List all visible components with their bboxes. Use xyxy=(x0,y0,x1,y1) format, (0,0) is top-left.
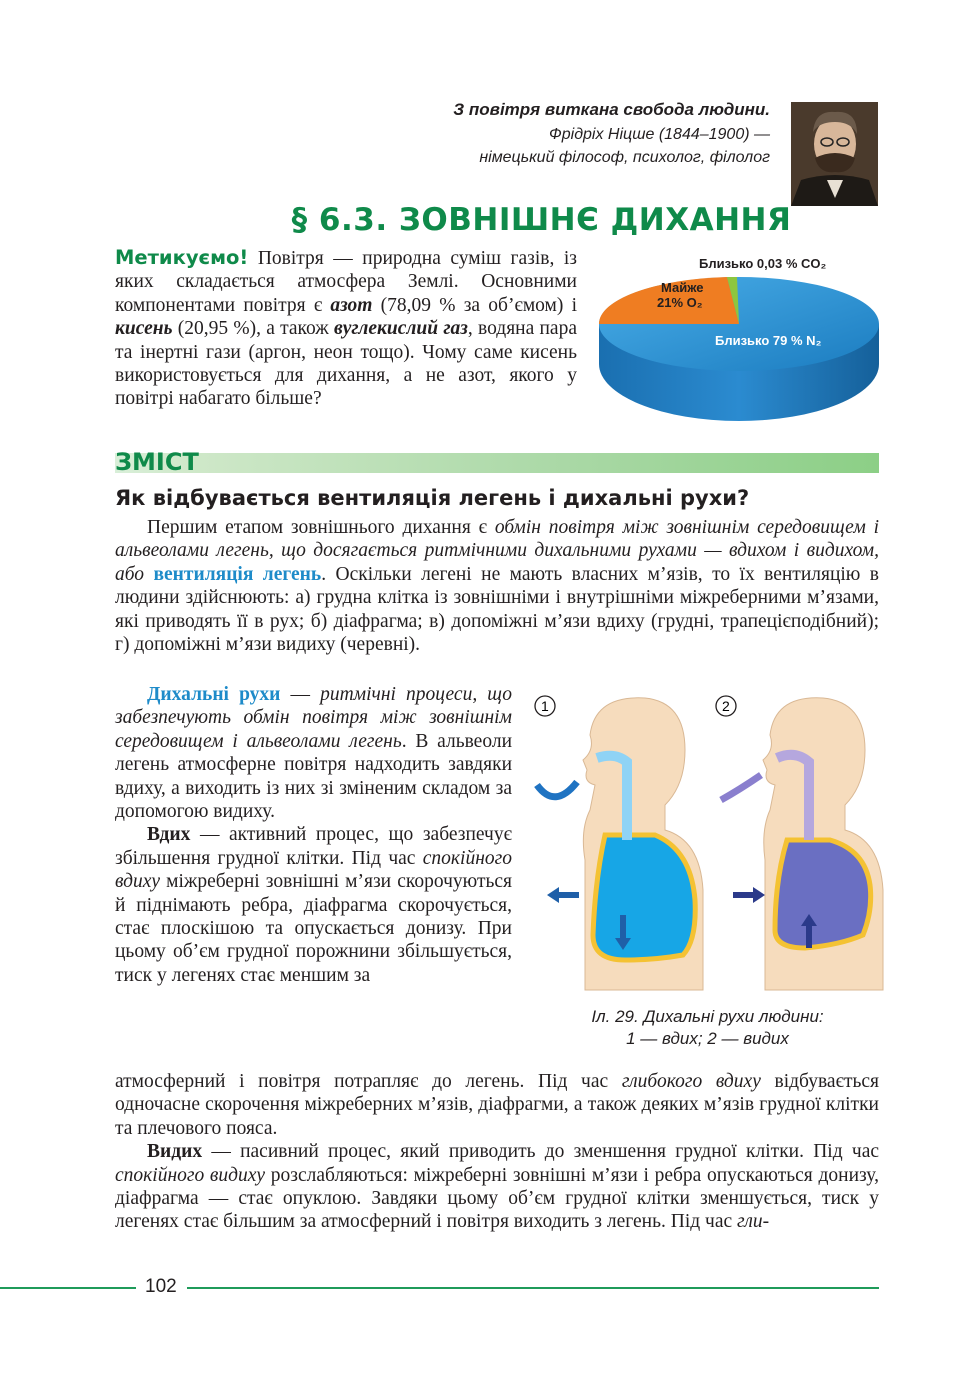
paragraph-ventilation xyxy=(115,516,879,656)
text: атмосферний і повітря потрапляє до легень. Під час xyxy=(115,1071,622,1092)
italic-text: глибокого вдиху xyxy=(621,1071,761,1092)
caption-line-2: 1 — вдих; 2 — видих xyxy=(626,1029,789,1048)
text: — активний процес, що забезпечує збільшення грудної клітки. Під час xyxy=(115,824,512,869)
portrait-image xyxy=(791,102,878,206)
breathing-illustration xyxy=(525,690,885,995)
paragraph-column xyxy=(115,683,512,987)
text: розслабляються: міжреберні зовнішні м’язи і ребра опускаються донизу, діафрагма — стає опуклою. Завдяки цьому об’єм грудної клітки зменшується, тиск у легенях стає більшим за атмосферний і повітря виходить з легень. Під час xyxy=(115,1164,879,1233)
text: Першим етапом зовнішнього дихання є xyxy=(147,517,495,538)
term-exhale: Видих xyxy=(147,1141,203,1163)
section-bar xyxy=(115,453,879,473)
italic-text: спокійного видиху xyxy=(115,1164,266,1186)
italic-text: ритмічні процеси, що забезпечують обмін повітря між зовнішнім середовищем і альвеолами легень xyxy=(115,684,512,752)
pie-label-n2: Близько 79 % N₂ xyxy=(715,333,822,348)
footer-rule-right xyxy=(187,1287,879,1289)
intro-term-co2: вуглекислий газ xyxy=(334,318,468,340)
pie-label-co2: Близько 0,03 % CO₂ xyxy=(699,256,827,271)
pie-label-o2-line2: 21% O₂ xyxy=(657,295,703,310)
subheading: Як відбувається вентиляція легень і дихальні рухи? xyxy=(115,486,750,510)
paragraph-inhale xyxy=(115,823,512,987)
text: відбувається одночасне скорочення міжреберних м’язів, діафрагми, а також деяких м’язів грудної клітки та плечового пояса. xyxy=(115,1071,879,1139)
text: міжреберні зовнішні м’язи скорочуються й піднімають ребра, діафрагма скорочується, стає плоскішою та опускається донизу. При цьому об’єм грудної порожнини збільшується, тиск у легенях стає меншим за xyxy=(115,871,512,986)
italic-text: обмін повітря між зовнішнім середовищем і альвеолами легень, що досягається ритмічними дихальними рухами — вдихом і видихом, або xyxy=(115,517,879,585)
intro-paragraph xyxy=(115,246,577,411)
contents-heading: ЗМІСТ xyxy=(115,448,199,476)
paragraph-breathing-movements xyxy=(115,683,512,823)
intro-text: (20,95 %), а також xyxy=(172,318,335,340)
paragraph-full-width xyxy=(115,1070,879,1234)
arrow-exhale xyxy=(721,775,761,800)
intro-text: , водяна пара та інертні гази (аргон, неон тощо). Чому саме кисень використовується для дихання, а не азот, якого у повітрі набагато більше? xyxy=(115,318,577,410)
intro-text: (78,09 % за об’ємом) і xyxy=(372,294,578,316)
figure-number-2: 2 xyxy=(722,698,730,714)
intro-lead: Метикуємо! xyxy=(115,246,249,269)
epigraph-role: німецький філософ, психолог, філолог xyxy=(479,149,770,166)
italic-text: гли- xyxy=(737,1211,770,1233)
intro-term-oxygen: кисень xyxy=(115,318,173,340)
lungs-inhale xyxy=(593,835,695,960)
pie-label-o2-line1: Майже xyxy=(661,280,704,295)
text: . Оскільки легені не мають власних м’язів, то їх вентиляцію в людини здійснюють: а) грудна клітка із зовнішніми і внутрішніми міжреберними м’язами, які приводять її в рух; б) діафрагма; в) допоміжні м’язи вдиху (грудні, трапецієподібний); г) допоміжні м’язи видиху (черевні). xyxy=(115,563,879,656)
section-title: § 6.3. ЗОВНІШНЄ ДИХАННЯ xyxy=(291,202,792,238)
footer-rule-left xyxy=(0,1287,136,1289)
arrow-head-left xyxy=(547,887,559,903)
epigraph-author: Фрідріх Ніцше (1844–1900) — xyxy=(549,126,770,143)
term-lung-ventilation: вентиляція легень xyxy=(153,563,322,585)
figure-number-1: 1 xyxy=(541,698,549,714)
epigraph-quote: З повітря виткана свобода людини. xyxy=(453,100,770,119)
caption-line-1: Іл. 29. Дихальні рухи людини: xyxy=(591,1007,824,1026)
figure-caption xyxy=(525,1006,890,1050)
text: — xyxy=(280,684,321,705)
term-inhale: Вдих xyxy=(147,824,191,846)
page-number: 102 xyxy=(145,1276,177,1297)
intro-term-nitrogen: азот xyxy=(330,294,373,316)
lungs-exhale xyxy=(775,840,871,948)
paragraph-exhale xyxy=(115,1140,879,1234)
arrow-in xyxy=(537,782,577,797)
intro-text: Повітря — природна суміш газів, із яких складається атмосфера Землі. Основними компонентами повітря є xyxy=(115,248,577,316)
air-composition-chart xyxy=(595,250,885,435)
text: — пасивний процес, який приводить до зменшення грудної клітки. Під час xyxy=(202,1141,879,1163)
term-breathing-movements: Дихальні рухи xyxy=(147,684,281,705)
paragraph-deep-inhale xyxy=(115,1070,879,1140)
arrow-head-right xyxy=(753,887,765,903)
text: . В альвеоли легень атмосферне повітря надходить завдяки вдиху, а виходить із них зі зміненим складом за допомогою видиху. xyxy=(115,730,512,823)
italic-text: спокійного вдиху xyxy=(115,847,512,893)
